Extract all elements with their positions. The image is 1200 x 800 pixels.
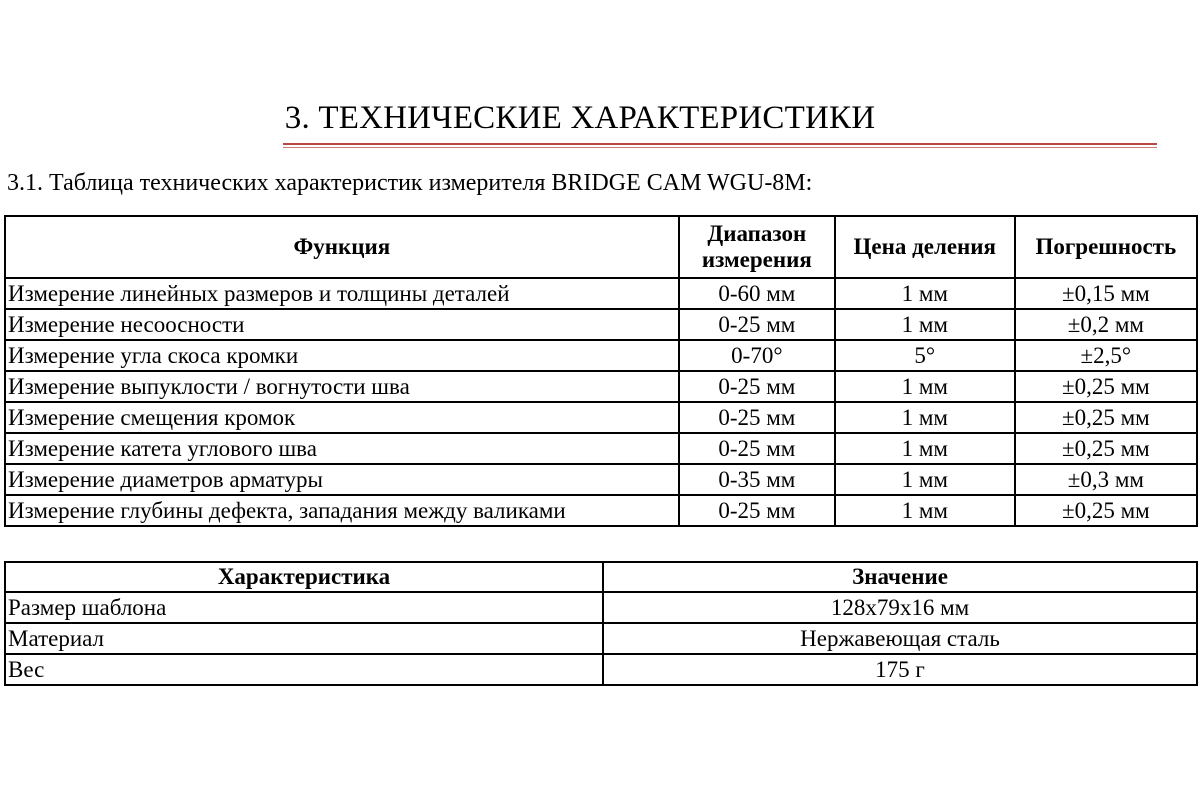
table-row: [5, 464, 1197, 495]
header-division: Цена деления: [835, 216, 1015, 278]
cell-range: 0-35 мм: [679, 464, 835, 495]
cell-error: ±0,25 мм: [1015, 495, 1197, 526]
cell-division: 1 мм: [835, 433, 1015, 464]
cell-division: 1 мм: [835, 464, 1015, 495]
cell-characteristic: Размер шаблона: [5, 592, 603, 623]
cell-function: Измерение катета углового шва: [5, 433, 679, 464]
table-row: [5, 402, 1197, 433]
cell-value: 175 г: [603, 654, 1197, 685]
cell-division: 1 мм: [835, 402, 1015, 433]
props-header-row: [5, 562, 1197, 592]
table-row: [5, 592, 1197, 623]
cell-range: 0-70°: [679, 340, 835, 371]
cell-error: ±0,3 мм: [1015, 464, 1197, 495]
header-function: Функция: [5, 216, 679, 278]
cell-value: Нержавеющая сталь: [603, 623, 1197, 654]
cell-division: 1 мм: [835, 309, 1015, 340]
cell-division: 1 мм: [835, 495, 1015, 526]
table-caption: 3.1. Таблица технических характеристик измерителя BRIDGE CAM WGU-8M:: [7, 170, 813, 196]
cell-function: Измерение диаметров арматуры: [5, 464, 679, 495]
cell-error: ±0,25 мм: [1015, 433, 1197, 464]
cell-function: Измерение линейных размеров и толщины деталей: [5, 278, 679, 309]
cell-value: 128x79x16 мм: [603, 592, 1197, 623]
cell-range: 0-25 мм: [679, 495, 835, 526]
header-value: Значение: [603, 562, 1197, 592]
header-error: Погрешность: [1015, 216, 1197, 278]
properties-table: [4, 561, 1198, 686]
cell-error: ±0,25 мм: [1015, 402, 1197, 433]
cell-error: ±0,25 мм: [1015, 371, 1197, 402]
cell-characteristic: Материал: [5, 623, 603, 654]
cell-range: 0-25 мм: [679, 371, 835, 402]
table-row: [5, 278, 1197, 309]
cell-range: 0-25 мм: [679, 402, 835, 433]
table-row: [5, 623, 1197, 654]
cell-range: 0-25 мм: [679, 309, 835, 340]
cell-function: Измерение несоосности: [5, 309, 679, 340]
table-row: [5, 654, 1197, 685]
cell-error: ±0,2 мм: [1015, 309, 1197, 340]
table-row: [5, 340, 1197, 371]
specs-table: [4, 215, 1198, 527]
cell-characteristic: Вес: [5, 654, 603, 685]
specs-header-row: [5, 216, 1197, 278]
table-row: [5, 433, 1197, 464]
cell-division: 1 мм: [835, 371, 1015, 402]
section-title: 3. ТЕХНИЧЕСКИЕ ХАРАКТЕРИСТИКИ: [284, 100, 876, 136]
cell-division: 5°: [835, 340, 1015, 371]
table-row: [5, 371, 1197, 402]
cell-error: ±2,5°: [1015, 340, 1197, 371]
header-range-line1: Диапазон: [707, 221, 807, 246]
cell-function: Измерение глубины дефекта, западания между валиками: [5, 495, 679, 526]
cell-division: 1 мм: [835, 278, 1015, 309]
title-underline-secondary: [283, 147, 1157, 148]
cell-function: Измерение угла скоса кромки: [5, 340, 679, 371]
cell-error: ±0,15 мм: [1015, 278, 1197, 309]
cell-range: 0-60 мм: [679, 278, 835, 309]
cell-function: Измерение выпуклости / вогнутости шва: [5, 371, 679, 402]
table-row: [5, 309, 1197, 340]
header-range-line2: измерения: [701, 247, 812, 272]
header-range: [679, 216, 835, 278]
title-underline: [283, 143, 1157, 145]
cell-range: 0-25 мм: [679, 433, 835, 464]
header-characteristic: Характеристика: [5, 562, 603, 592]
table-row: [5, 495, 1197, 526]
cell-function: Измерение смещения кромок: [5, 402, 679, 433]
